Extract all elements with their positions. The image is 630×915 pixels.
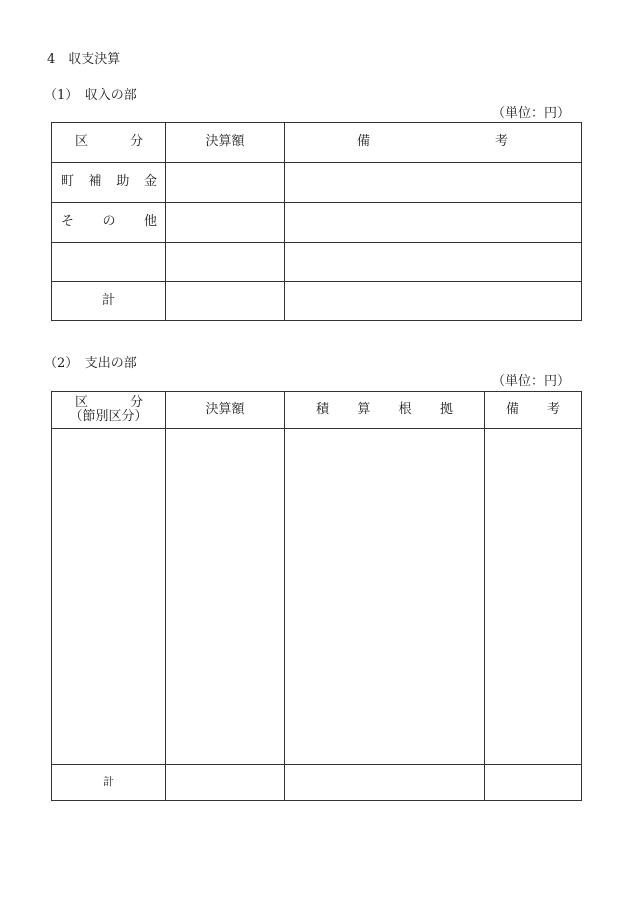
expense-body-basis	[285, 429, 485, 765]
income-row	[52, 203, 582, 243]
income-table	[51, 122, 582, 321]
income-header-amount: 決算額	[166, 123, 285, 163]
income-total-remarks	[285, 282, 582, 321]
income-row-amount	[166, 203, 285, 243]
income-row	[52, 243, 582, 282]
expense-header-remarks: 備 考	[485, 392, 582, 429]
income-total-label: 計	[52, 282, 166, 321]
expense-table	[51, 391, 582, 801]
expense-body-amount	[166, 429, 285, 765]
income-row-category: 町 補 助 金	[52, 163, 166, 203]
expense-total-row	[52, 765, 582, 801]
income-row-remarks	[285, 243, 582, 282]
expense-unit: （単位：円）	[492, 374, 571, 389]
expense-header-category: 区 分 （節別区分）	[52, 392, 166, 429]
expense-header-row	[52, 392, 582, 429]
income-unit: （単位：円）	[492, 106, 571, 121]
expense-body-category	[52, 429, 166, 765]
expense-total-amount	[166, 765, 285, 801]
expense-header-amount: 決算額	[166, 392, 285, 429]
income-row-remarks	[285, 203, 582, 243]
expense-total-basis	[285, 765, 485, 801]
income-title: （1） 収入の部	[44, 88, 137, 103]
income-header-row	[52, 123, 582, 163]
income-header-remarks: 備 考	[285, 123, 582, 163]
income-row-amount	[166, 163, 285, 203]
expense-header-category-sub: （節別区分）	[69, 409, 148, 424]
income-total-row	[52, 282, 582, 321]
income-header-category: 区 分	[52, 123, 166, 163]
section-heading: 4 収支決算	[47, 52, 121, 67]
expense-total-remarks	[485, 765, 582, 801]
expense-total-label: 計	[52, 765, 166, 801]
income-row-category: そ の 他	[52, 203, 166, 243]
expense-body-remarks	[485, 429, 582, 765]
expense-header-basis: 積 算 根 拠	[285, 392, 485, 429]
income-row-remarks	[285, 163, 582, 203]
expense-body-row	[52, 429, 582, 765]
income-total-amount	[166, 282, 285, 321]
income-row-category	[52, 243, 166, 282]
income-row-amount	[166, 243, 285, 282]
income-row	[52, 163, 582, 203]
expense-title: （2） 支出の部	[44, 356, 137, 371]
